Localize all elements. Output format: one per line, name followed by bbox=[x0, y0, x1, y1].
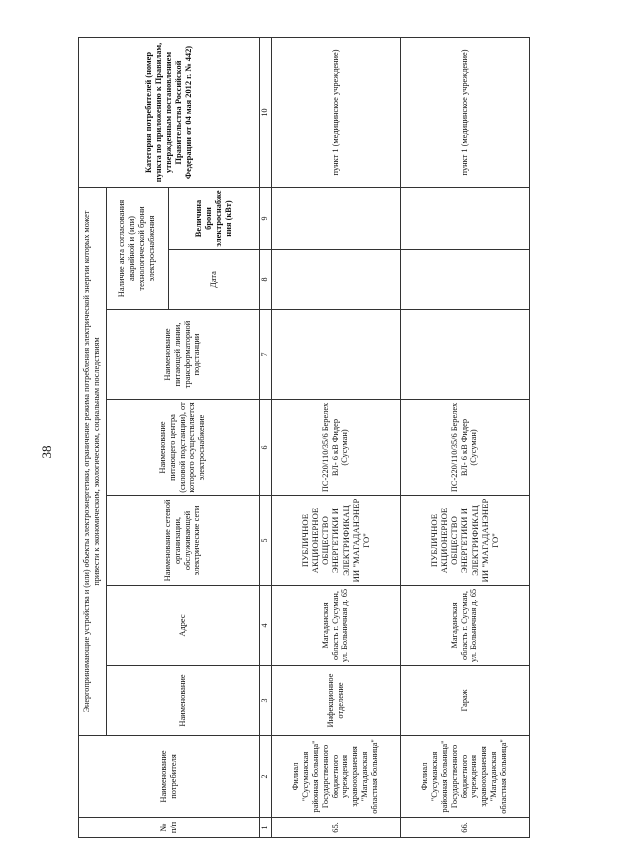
column-number: 2 bbox=[259, 736, 271, 818]
column-number: 8 bbox=[259, 250, 271, 310]
row-category: пункт 1 (медицинское учреждение) bbox=[271, 38, 400, 188]
row-date bbox=[400, 250, 529, 310]
column-number: 3 bbox=[259, 666, 271, 736]
page-number: 38 bbox=[39, 445, 54, 459]
header-reserve: Величина брони электроснабжения (кВт) bbox=[168, 188, 259, 250]
header-date: Дата bbox=[168, 250, 259, 310]
table-caption: Энергопринимающие устройства и (или) объекты электроэнергетики, ограничение режима потребления электрической энергии которых может привести к экономическим, экологическим, социальным последствиям bbox=[79, 188, 107, 736]
row-feeding-center: ПС-220/110/35/6 Берелех ВЛ- 6 кВ Фидер (Сусуман) bbox=[400, 400, 529, 496]
row-consumer: Филиал "Сусуманская районная больница" Государственного бюджетного учреждения здравоохранения "Магаданская областная больница" bbox=[400, 736, 529, 818]
header-feeding-line: Наименование питающей линии, трансформаторной подстанции bbox=[106, 310, 259, 400]
column-number: 7 bbox=[259, 310, 271, 400]
row-name: Инфекционное отделение bbox=[271, 666, 400, 736]
header-category: Категория потребителей (номер пункта по приложению к Правилам, утвержденным постановлением Правительства Российской Федерации от 04 мая 2012 г. № 442) bbox=[79, 38, 260, 188]
header-feeding-center: Наименование питающего центра (силовой подстанции), от которого осуществляется электроснабжение bbox=[106, 400, 259, 496]
row-feeding-center: ПС-220/110/35/6 Берелех ВЛ- 6 кВ Фидер (Сусуман) bbox=[271, 400, 400, 496]
row-date bbox=[271, 250, 400, 310]
table-row bbox=[271, 38, 400, 838]
header-act: Наличие акта согласования аварийной и (или) технологической брони электроснабжения bbox=[106, 188, 168, 310]
rotated-table-container bbox=[78, 38, 622, 838]
row-reserve bbox=[400, 188, 529, 250]
column-number: 10 bbox=[259, 38, 271, 188]
header-name: Наименование bbox=[106, 666, 259, 736]
row-num: 65. bbox=[271, 818, 400, 838]
row-reserve bbox=[271, 188, 400, 250]
column-number: 6 bbox=[259, 400, 271, 496]
column-number: 5 bbox=[259, 496, 271, 586]
row-feeding-line bbox=[271, 310, 400, 400]
row-address: Магаданская область г. Сусуман, ул. Больничная д. 65 bbox=[271, 586, 400, 666]
row-category: пункт 1 (медицинское учреждение) bbox=[400, 38, 529, 188]
row-consumer: Филиал "Сусуманская районная больница" Государственного бюджетного учреждения здравоохранения "Магаданская областная больница" bbox=[271, 736, 400, 818]
table-row bbox=[400, 38, 529, 838]
row-feeding-line bbox=[400, 310, 529, 400]
row-grid-org: ПУБЛИЧНОЕ АКЦИОНЕРНОЕ ОБЩЕСТВО ЭНЕРГЕТИКИ И ЭЛЕКТРИФИКАЦ ИИ "МАГАДАНЭНЕР ГО" bbox=[271, 496, 400, 586]
row-address: Магаданская область г. Сусуман, ул. Больничная д. 65 bbox=[400, 586, 529, 666]
row-grid-org: ПУБЛИЧНОЕ АКЦИОНЕРНОЕ ОБЩЕСТВО ЭНЕРГЕТИКИ И ЭЛЕКТРИФИКАЦ ИИ "МАГАДАНЭНЕР ГО" bbox=[400, 496, 529, 586]
header-num: № п/п bbox=[79, 818, 260, 838]
header-address: Адрес bbox=[106, 586, 259, 666]
column-number: 9 bbox=[259, 188, 271, 250]
column-number: 4 bbox=[259, 586, 271, 666]
row-name: Гараж bbox=[400, 666, 529, 736]
row-num: 66. bbox=[400, 818, 529, 838]
header-consumer: Наименование потребителя bbox=[79, 736, 260, 818]
header-grid-org: Наименование сетевой организации, обслуживающей электрические сети bbox=[106, 496, 259, 586]
column-number-row bbox=[259, 38, 271, 838]
column-number: 1 bbox=[259, 818, 271, 838]
consumers-table bbox=[78, 37, 530, 838]
